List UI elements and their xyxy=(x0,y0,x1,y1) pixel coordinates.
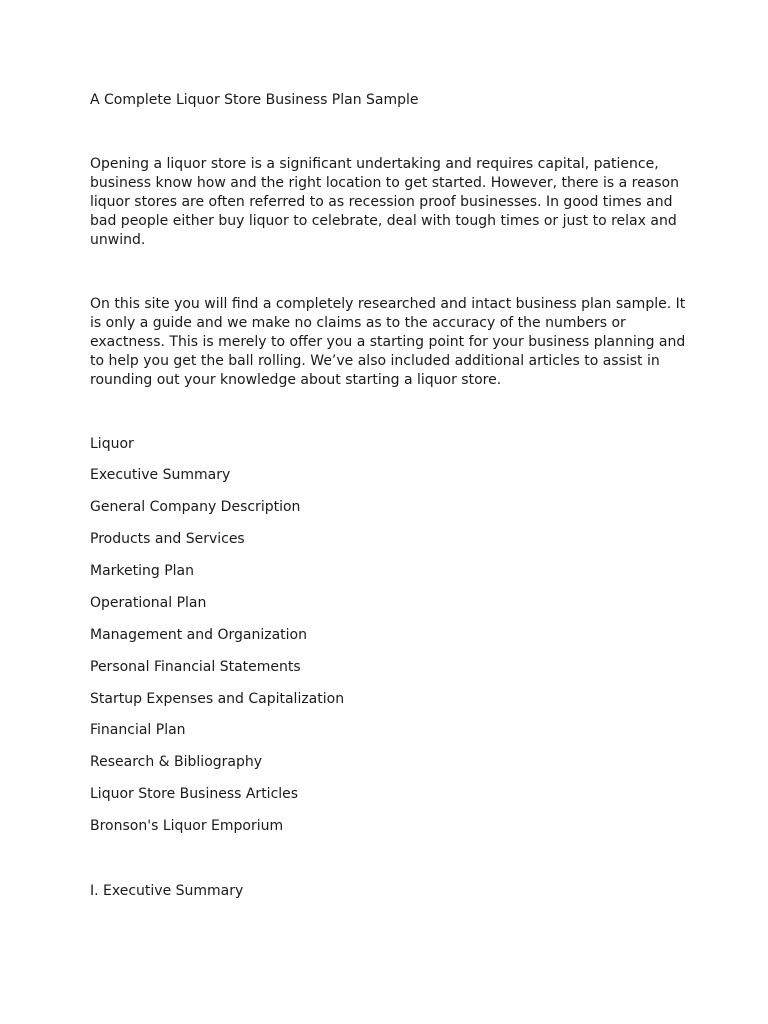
toc-item-liquor: Liquor xyxy=(90,436,134,452)
toc-item-management-and-organization: Management and Organization xyxy=(90,627,307,643)
document-title: A Complete Liquor Store Business Plan Sample xyxy=(90,92,419,108)
toc-item-personal-financial-statements: Personal Financial Statements xyxy=(90,659,301,675)
site-line: On this site you will find a completely researched and intact business plan sample. It xyxy=(90,296,686,312)
toc-item-startup-expenses: Startup Expenses and Capitalization xyxy=(90,691,345,707)
site-line: to help you get the ball rolling. We’ve also included additional articles to assist in xyxy=(90,353,660,369)
toc-item-products-and-services: Products and Services xyxy=(90,531,245,547)
toc-item-general-company-description: General Company Description xyxy=(90,499,301,515)
toc-item-operational-plan: Operational Plan xyxy=(90,595,207,611)
intro-line: business know how and the right location to get started. However, there is a reason xyxy=(90,175,679,191)
intro-line: unwind. xyxy=(90,232,146,248)
toc-item-marketing-plan: Marketing Plan xyxy=(90,563,195,579)
section-heading: I. Executive Summary xyxy=(90,883,244,899)
toc-item-research-bibliography: Research & Bibliography xyxy=(90,754,263,770)
toc-item-executive-summary: Executive Summary xyxy=(90,467,231,483)
intro-line: bad people either buy liquor to celebrate, deal with tough times or just to relax and xyxy=(90,213,677,229)
site-line: rounding out your knowledge about starting a liquor store. xyxy=(90,372,502,388)
site-line: is only a guide and we make no claims as to the accuracy of the numbers or xyxy=(90,315,626,331)
intro-line: Opening a liquor store is a significant undertaking and requires capital, patience, xyxy=(90,156,659,172)
intro-line: liquor stores are often referred to as recession proof businesses. In good times and xyxy=(90,194,673,210)
toc-item-financial-plan: Financial Plan xyxy=(90,722,186,738)
toc-item-business-articles: Liquor Store Business Articles xyxy=(90,786,299,802)
toc-item-bronsons-liquor-emporium: Bronson's Liquor Emporium xyxy=(90,818,284,834)
site-line: exactness. This is merely to offer you a starting point for your business planning and xyxy=(90,334,686,350)
